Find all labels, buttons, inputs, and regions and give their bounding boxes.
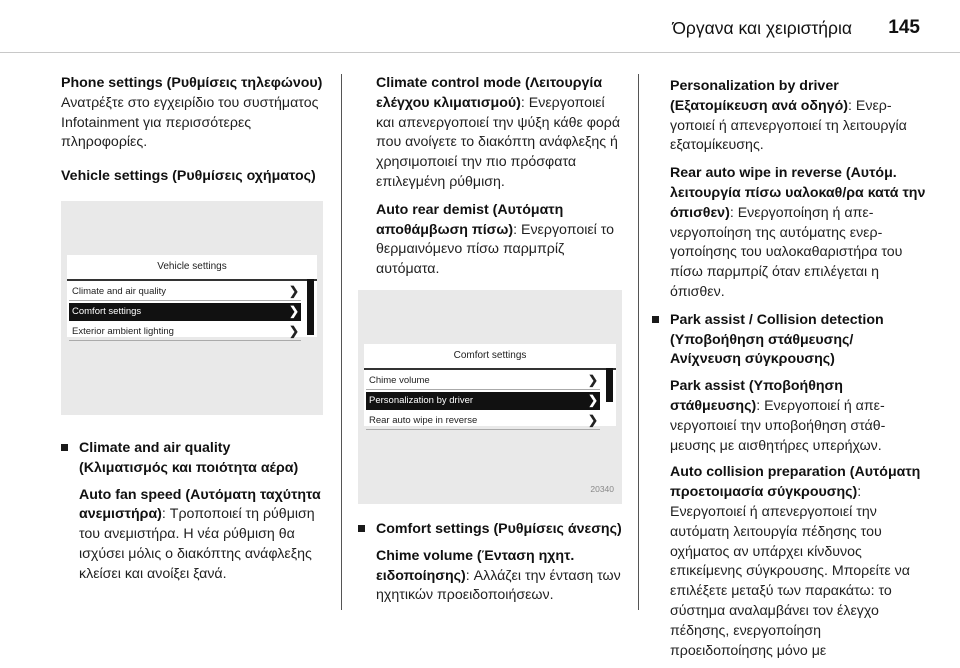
image-number: 20340 bbox=[590, 484, 614, 495]
header-divider bbox=[0, 52, 960, 53]
page-number: 145 bbox=[888, 17, 920, 38]
comfort-heading: Comfort settings (Ρυθμίσεις άνεσης) bbox=[376, 520, 622, 537]
column-3 bbox=[670, 77, 926, 668]
chevron-right-icon: ❯ bbox=[587, 372, 598, 387]
menu-item-rear-wipe: Rear auto wipe in reverse ❯ bbox=[366, 412, 600, 430]
climate-heading: Climate and air quality (Κλιματισμός και ποιότητα αέρα) bbox=[79, 439, 299, 476]
column-2 bbox=[358, 74, 622, 613]
chevron-right-icon: ❯ bbox=[288, 283, 299, 298]
menu-item-personalization-selected: Personalization by driver ❯ bbox=[366, 392, 600, 410]
screen-title: Comfort settings bbox=[364, 344, 616, 370]
climate-control-mode-text: : Ενεργοποιεί και απενεργοποιεί την ψύξη κάθε φορά που ανοίγετε το διακόπτη ανάφλεξης ή χρησιμοποιεί την πιο πρόσφατα επιλεγμένη ρύθμιση. bbox=[376, 94, 621, 190]
auto-collision-text: : Ενεργοποιεί ή απενεργοποιεί την αυτόματη λειτουργία πέδησης του οχήματος αν υπάρχει κίνδυνος επικείμενης σύγκρουσης. Μπορείτε να επιλέξετε μεταξύ των παρακάτω: το σύστημα αναλαμβάνει τον έλεγχο πέδησης, ενεργοποίηση προειδοποίησης μόνο με bbox=[670, 484, 910, 659]
phone-settings-heading: Phone settings (Ρυθμίσεις τηλεφώνου) bbox=[61, 75, 323, 91]
scrollbar bbox=[307, 279, 314, 335]
menu-item-comfort-selected: Comfort settings ❯ bbox=[69, 303, 301, 321]
rear-wipe-text: : Ενεργοποίηση ή απενεργοποίηση της αυτόματης ενεργοποίησης του υαλοκαθαριστήρα του πίσω παρμπρίζ όταν επιλέγεται η όπισθεν. bbox=[670, 204, 903, 300]
display-screen bbox=[67, 255, 317, 337]
section-title: Όργανα και χειριστήρια bbox=[672, 18, 852, 38]
chevron-right-icon: ❯ bbox=[288, 303, 299, 318]
bullet-square-icon bbox=[652, 316, 659, 323]
auto-fan-label: Auto fan speed (Αυτόματη ταχύτητα ανεμιστήρα) bbox=[79, 486, 321, 523]
comfort-bullet bbox=[358, 520, 622, 606]
climate-bullet bbox=[61, 439, 323, 585]
bullet-square-icon bbox=[61, 444, 68, 451]
column-1 bbox=[61, 74, 323, 592]
park-assist-heading: Park assist / Collision detection (Υποβοήθηση στάθμευσης/ Ανίχνευση σύγκρουσης) bbox=[670, 311, 884, 368]
park-assist-label: Park assist (Υποβοήθηση στάθμευσης) bbox=[670, 378, 843, 414]
display-screen bbox=[364, 344, 616, 426]
auto-rear-demist-label: Auto rear demist (Αυτόματη αποθάμβωση πίσω) bbox=[376, 201, 564, 238]
menu-item-chime-volume: Chime volume ❯ bbox=[366, 372, 600, 390]
rear-wipe-label: Rear auto wipe in reverse (Αυτόμ. λειτουργία πίσω υαλοκαθ/ρα κατά την όπισθεν) bbox=[670, 165, 926, 221]
personalization-text: : Ενεργοποιεί ή απενεργοποιεί τη λειτουργία εξατομίκευσης. bbox=[670, 97, 907, 154]
climate-control-mode-label: Climate control mode (Λειτουργία ελέγχου κλιματισμού) bbox=[376, 75, 603, 111]
chevron-right-icon: ❯ bbox=[587, 412, 598, 427]
scrollbar bbox=[606, 368, 613, 402]
vehicle-settings-heading: Vehicle settings (Ρυθμίσεις οχήματος) bbox=[61, 168, 316, 185]
chime-volume-text: : Αλλάζει την ένταση των ηχητικών προειδοποιήσεων. bbox=[376, 567, 621, 604]
chevron-right-icon: ❯ bbox=[587, 392, 598, 407]
park-assist-text: : Ενεργοποιεί ή απενεργοποιεί την υποβοήθηση στάθμευσης με αισθητήρες υπερήχων. bbox=[670, 397, 886, 454]
auto-rear-demist-text: : Ενεργοποιεί το θερμαινόμενο πίσω παρμπρίζ αυτόματα. bbox=[376, 221, 615, 278]
chevron-right-icon: ❯ bbox=[288, 323, 299, 338]
column-divider bbox=[341, 74, 342, 610]
screen-title: Vehicle settings bbox=[67, 255, 317, 281]
vehicle-settings-screenshot bbox=[61, 201, 323, 415]
menu-item-climate: Climate and air quality ❯ bbox=[69, 283, 301, 301]
column-divider bbox=[638, 74, 639, 610]
bullet-square-icon bbox=[358, 525, 365, 532]
phone-settings-text: Ανατρέξτε στο εγχειρίδιο του συστήματος Infotainment για περισσότερες πληροφορίες. bbox=[61, 94, 319, 151]
auto-fan-text: : Τροποποιεί τη ρύθμιση του ανεμιστήρα. Η νέα ρύθμιση θα ισχύσει μόλις ο διακόπτης ανάφλεξης κλείσει και ανοίξει ξανά. bbox=[79, 506, 315, 582]
auto-collision-label: Auto collision preparation (Αυτόματη προετοιμασία σύγκρουσης) bbox=[670, 464, 921, 501]
chime-volume-label: Chime volume (Ένταση ηχητ. ειδοποίησης) bbox=[376, 547, 575, 584]
personalization-label: Personalization by driver (Εξατομίκευση ανά οδηγό) bbox=[670, 78, 848, 114]
comfort-settings-screenshot bbox=[358, 290, 622, 504]
menu-item-exterior-lighting: Exterior ambient lighting ❯ bbox=[69, 323, 301, 341]
park-assist-bullet bbox=[652, 311, 926, 662]
